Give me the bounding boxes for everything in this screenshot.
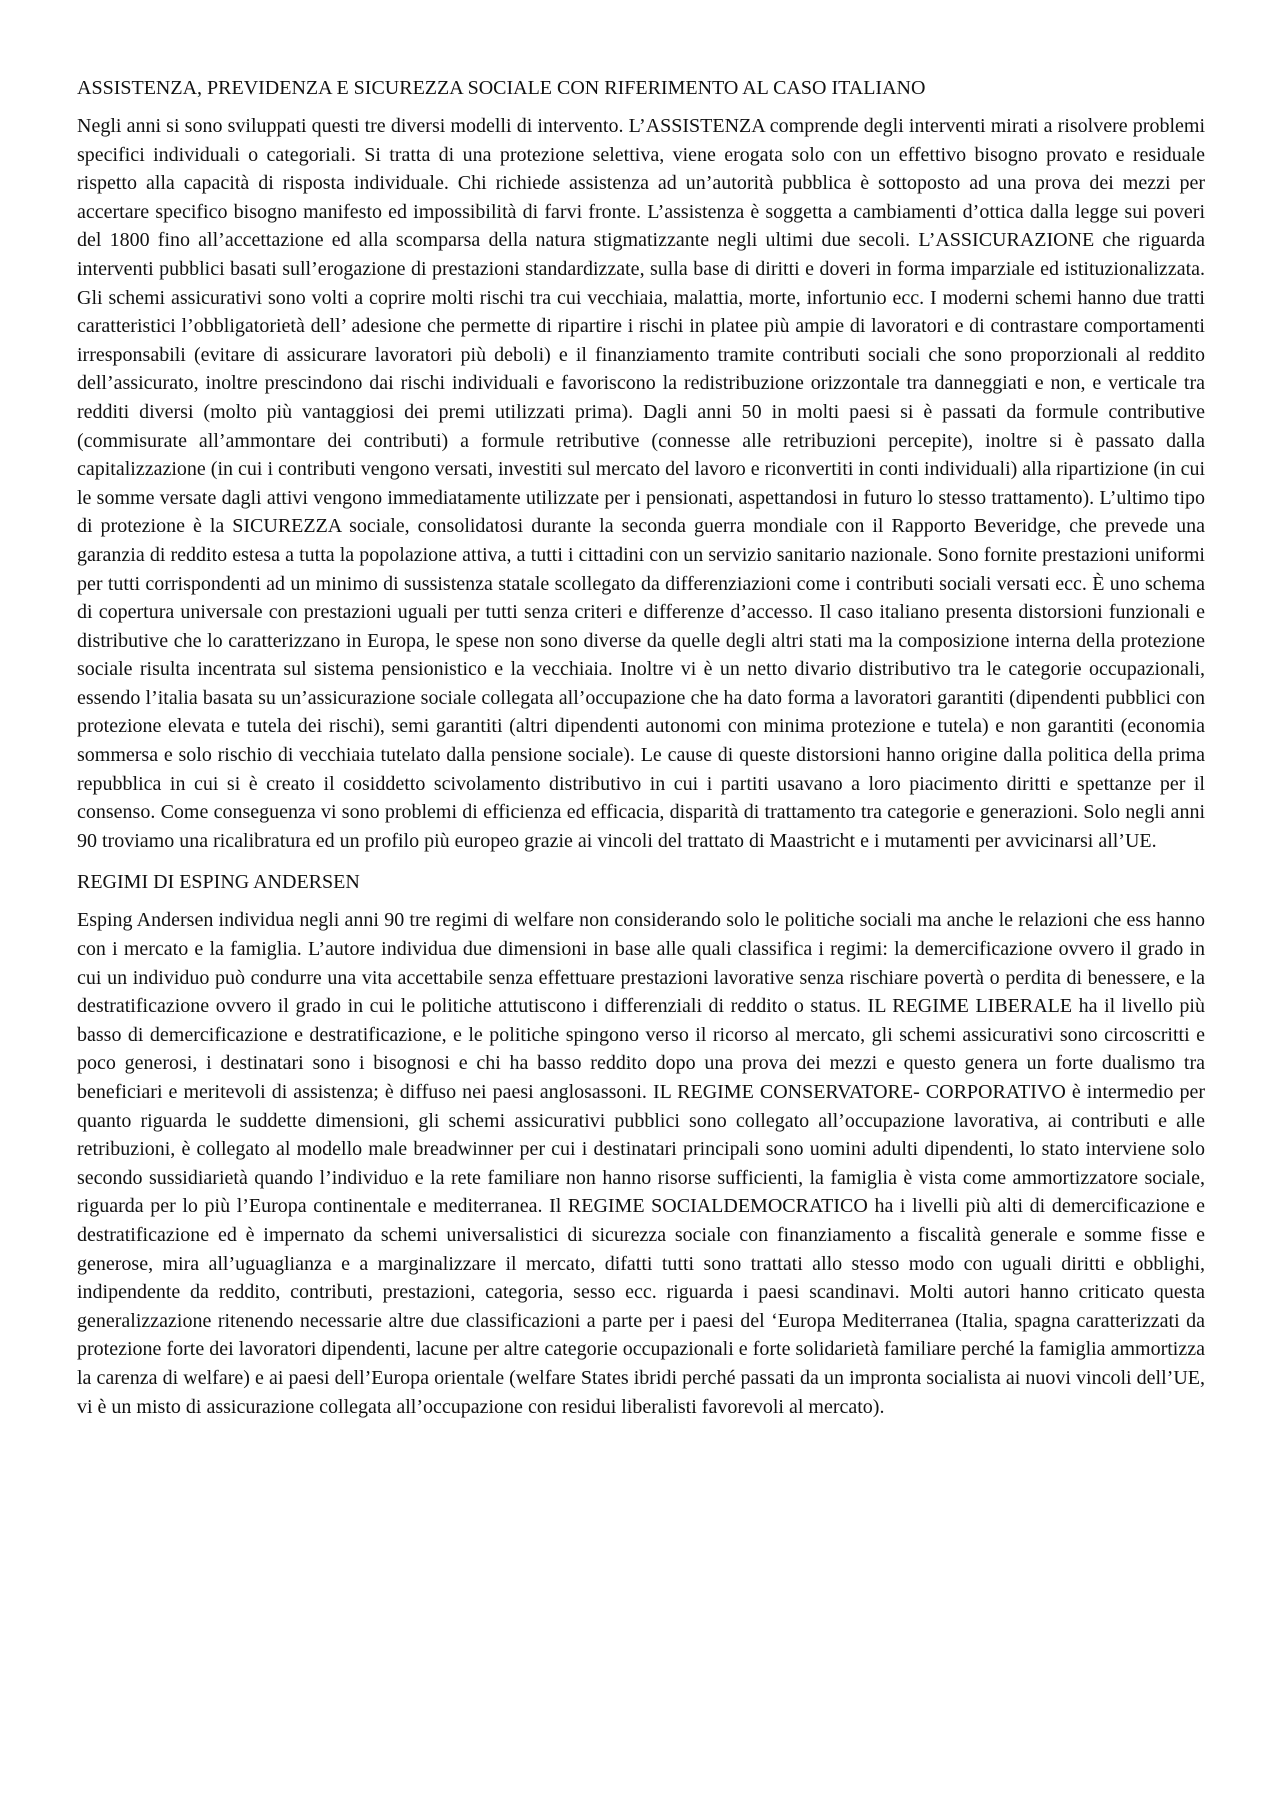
- section-heading-esping-andersen: REGIMI DI ESPING ANDERSEN: [77, 871, 360, 894]
- section-heading-assistenza: ASSISTENZA, PREVIDENZA E SICUREZZA SOCIALE CON RIFERIMENTO AL CASO ITALIANO: [77, 77, 926, 99]
- document-content: [77, 74, 1205, 1435]
- paragraph-assistenza-previdenza-sicurezza: Negli anni si sono sviluppati questi tre diversi modelli di intervento. L’ASSISTENZA comprende degli interventi mirati a risolvere problemi specifici individuali o categoriali. Si tratta di una protezione selettiva, viene erogata solo con un effettivo bisogno provato e residuale rispetto alla capacità di risposta individuale. Chi richiede assistenza ad un’autorità pubblica è sottoposto ad una prova dei mezzi per accertare specifico bisogno manifesto ed impossibilità di farvi fronte. L’assistenza è soggetta a cambiamenti d’ottica dalla legge sui poveri del 1800 fino all’accettazione ed alla scomparsa della natura stigmatizzante negli ultimi due secoli. L’ASSICURAZIONE che riguarda interventi pubblici basati sull’erogazione di prestazioni standardizzate, sulla base di diritti e doveri in forma imparziale ed istituzionalizzata. Gli schemi assicurativi sono volti a coprire molti rischi tra cui vecchiaia, malattia, morte, infortunio ecc. I moderni schemi hanno due tratti caratteristici l’obbligatorietà dell’ adesione che permette di ripartire i rischi in platee più ampie di lavoratori e di contrastare comportamenti irresponsabili (evitare di assicurare lavoratori più deboli) e il finanziamento tramite contributi sociali che sono proporzionali al reddito dell’assicurato, inoltre prescindono dai rischi individuali e favoriscono la redistribuzione orizzontale tra danneggiati e non, e verticale tra redditi diversi (molto più vantaggiosi dei premi utilizzati prima). Dagli anni 50 in molti paesi si è passati da formule contributive (commisurate all’ammontare dei contributi) a formule retributive (connesse alle retribuzioni percepite), inoltre si è passato dalla capitalizzazione (in cui i contributi vengono versati, investiti sul mercato del lavoro e riconvertiti in conti individuali) alla ripartizione (in cui le somme versate dagli attivi vengono immediatamente utilizzate per i pensionati, aspettandosi in futuro lo stesso trattamento). L’ultimo tipo di protezione è la SICUREZZA sociale, consolidatosi durante la seconda guerra mondiale con il Rapporto Beveridge, che prevede una garanzia di reddito estesa a tutta la popolazione attiva, a tutti i cittadini con un servizio sanitario nazionale. Sono fornite prestazioni uniformi per tutti corrispondenti ad un minimo di sussistenza statale scollegato da differenziazioni come i contributi sociali versati ecc. È uno schema di copertura universale con prestazioni uguali per tutti senza criteri e differenze d’accesso. Il caso italiano presenta distorsioni funzionali e distributive che lo caratterizzano in Europa, le spese non sono diverse da quelle degli altri stati ma la composizione interna della protezione sociale risulta incentrata sul sistema pensionistico e la vecchiaia. Inoltre vi è un netto divario distributivo tra le categorie occupazionali, essendo l’italia basata su un’assicurazione sociale collegata all’occupazione che ha dato forma a lavoratori garantiti (dipendenti pubblici con protezione elevata e tutela dei rischi), semi garantiti (altri dipendenti autonomi con minima protezione e tutela) e non garantiti (economia sommersa e solo rischio di vecchiaia tutelato dalla pensione sociale). Le cause di queste distorsioni hanno origine dalla politica della prima repubblica in cui si è creato il cosiddetto scivolamento distributivo in cui i partiti usavano a loro piacimento diritti e spettanze per il consenso. Come conseguenza vi sono problemi di efficienza ed efficacia, disparità di trattamento tra categorie e generazioni. Solo negli anni 90 troviamo una ricalibratura ed un profilo più europeo grazie ai vincoli del trattato di Maastricht e i mutamenti per avvicinarsi all’UE.: [77, 115, 1205, 852]
- paragraph-regimi-esping-andersen: Esping Andersen individua negli anni 90 tre regimi di welfare non considerando solo le politiche sociali ma anche le relazioni che ess hanno con i mercato e la famiglia. L’autore individua due dimensioni in base alle quali classifica i regimi: la demercificazione ovvero il grado in cui un individuo può condurre una vita accettabile senza effettuare prestazioni lavorative senza rischiare povertà o perdita di benessere, e la destratificazione ovvero il grado in cui le politiche attutiscono i differenziali di reddito o status. IL REGIME LIBERALE ha il livello più basso di demercificazione e destratificazione, e le politiche spingono verso il ricorso al mercato, gli schemi assicurativi sono circoscritti e poco generosi, i destinatari sono i bisognosi e chi ha basso reddito dopo una prova dei mezzi e questo genera un forte dualismo tra beneficiari e meritevoli di assistenza; è diffuso nei paesi anglosassoni. IL REGIME CONSERVATORE- CORPORATIVO è intermedio per quanto riguarda le suddette dimensioni, gli schemi assicurativi pubblici sono collegato all’occupazione lavorativa, ai contributi e alle retribuzioni, è collegato al modello male breadwinner per cui i destinatari principali sono uomini adulti dipendenti, lo stato interviene solo secondo sussidiarietà quando l’individuo e la rete familiare non hanno risorse sufficienti, la famiglia è vista come ammortizzatore sociale, riguarda per lo più l’Europa continentale e mediterranea. Il REGIME SOCIALDEMOCRATICO ha i livelli più alti di demercificazione e destratificazione ed è impernato da schemi universalistici di sicurezza sociale con finanziamento a fiscalità generale e somme fisse e generose, mira all’uguaglianza e a marginalizzare il mercato, difatti tutti sono trattati allo stesso modo con uguali diritti e obblighi, indipendente da reddito, contributi, prestazioni, categoria, sesso ecc. riguarda i paesi scandinavi. Molti autori hanno criticato questa generalizzazione ritenendo necessarie altre due classificazioni a parte per i paesi del ‘Europa Mediterranea (Italia, spagna caratterizzati da protezione forte dei lavoratori dipendenti, lacune per altre categorie occupazionali e forte solidarietà familiare perché la famiglia ammortizza la carenza di welfare) e ai paesi dell’Europa orientale (welfare States ibridi perché passati da un impronta socialista ai nuovi vincoli dell’UE, vi è un misto di assicurazione collegata all’occupazione con residui liberalisti favorevoli al mercato).: [77, 909, 1205, 1418]
